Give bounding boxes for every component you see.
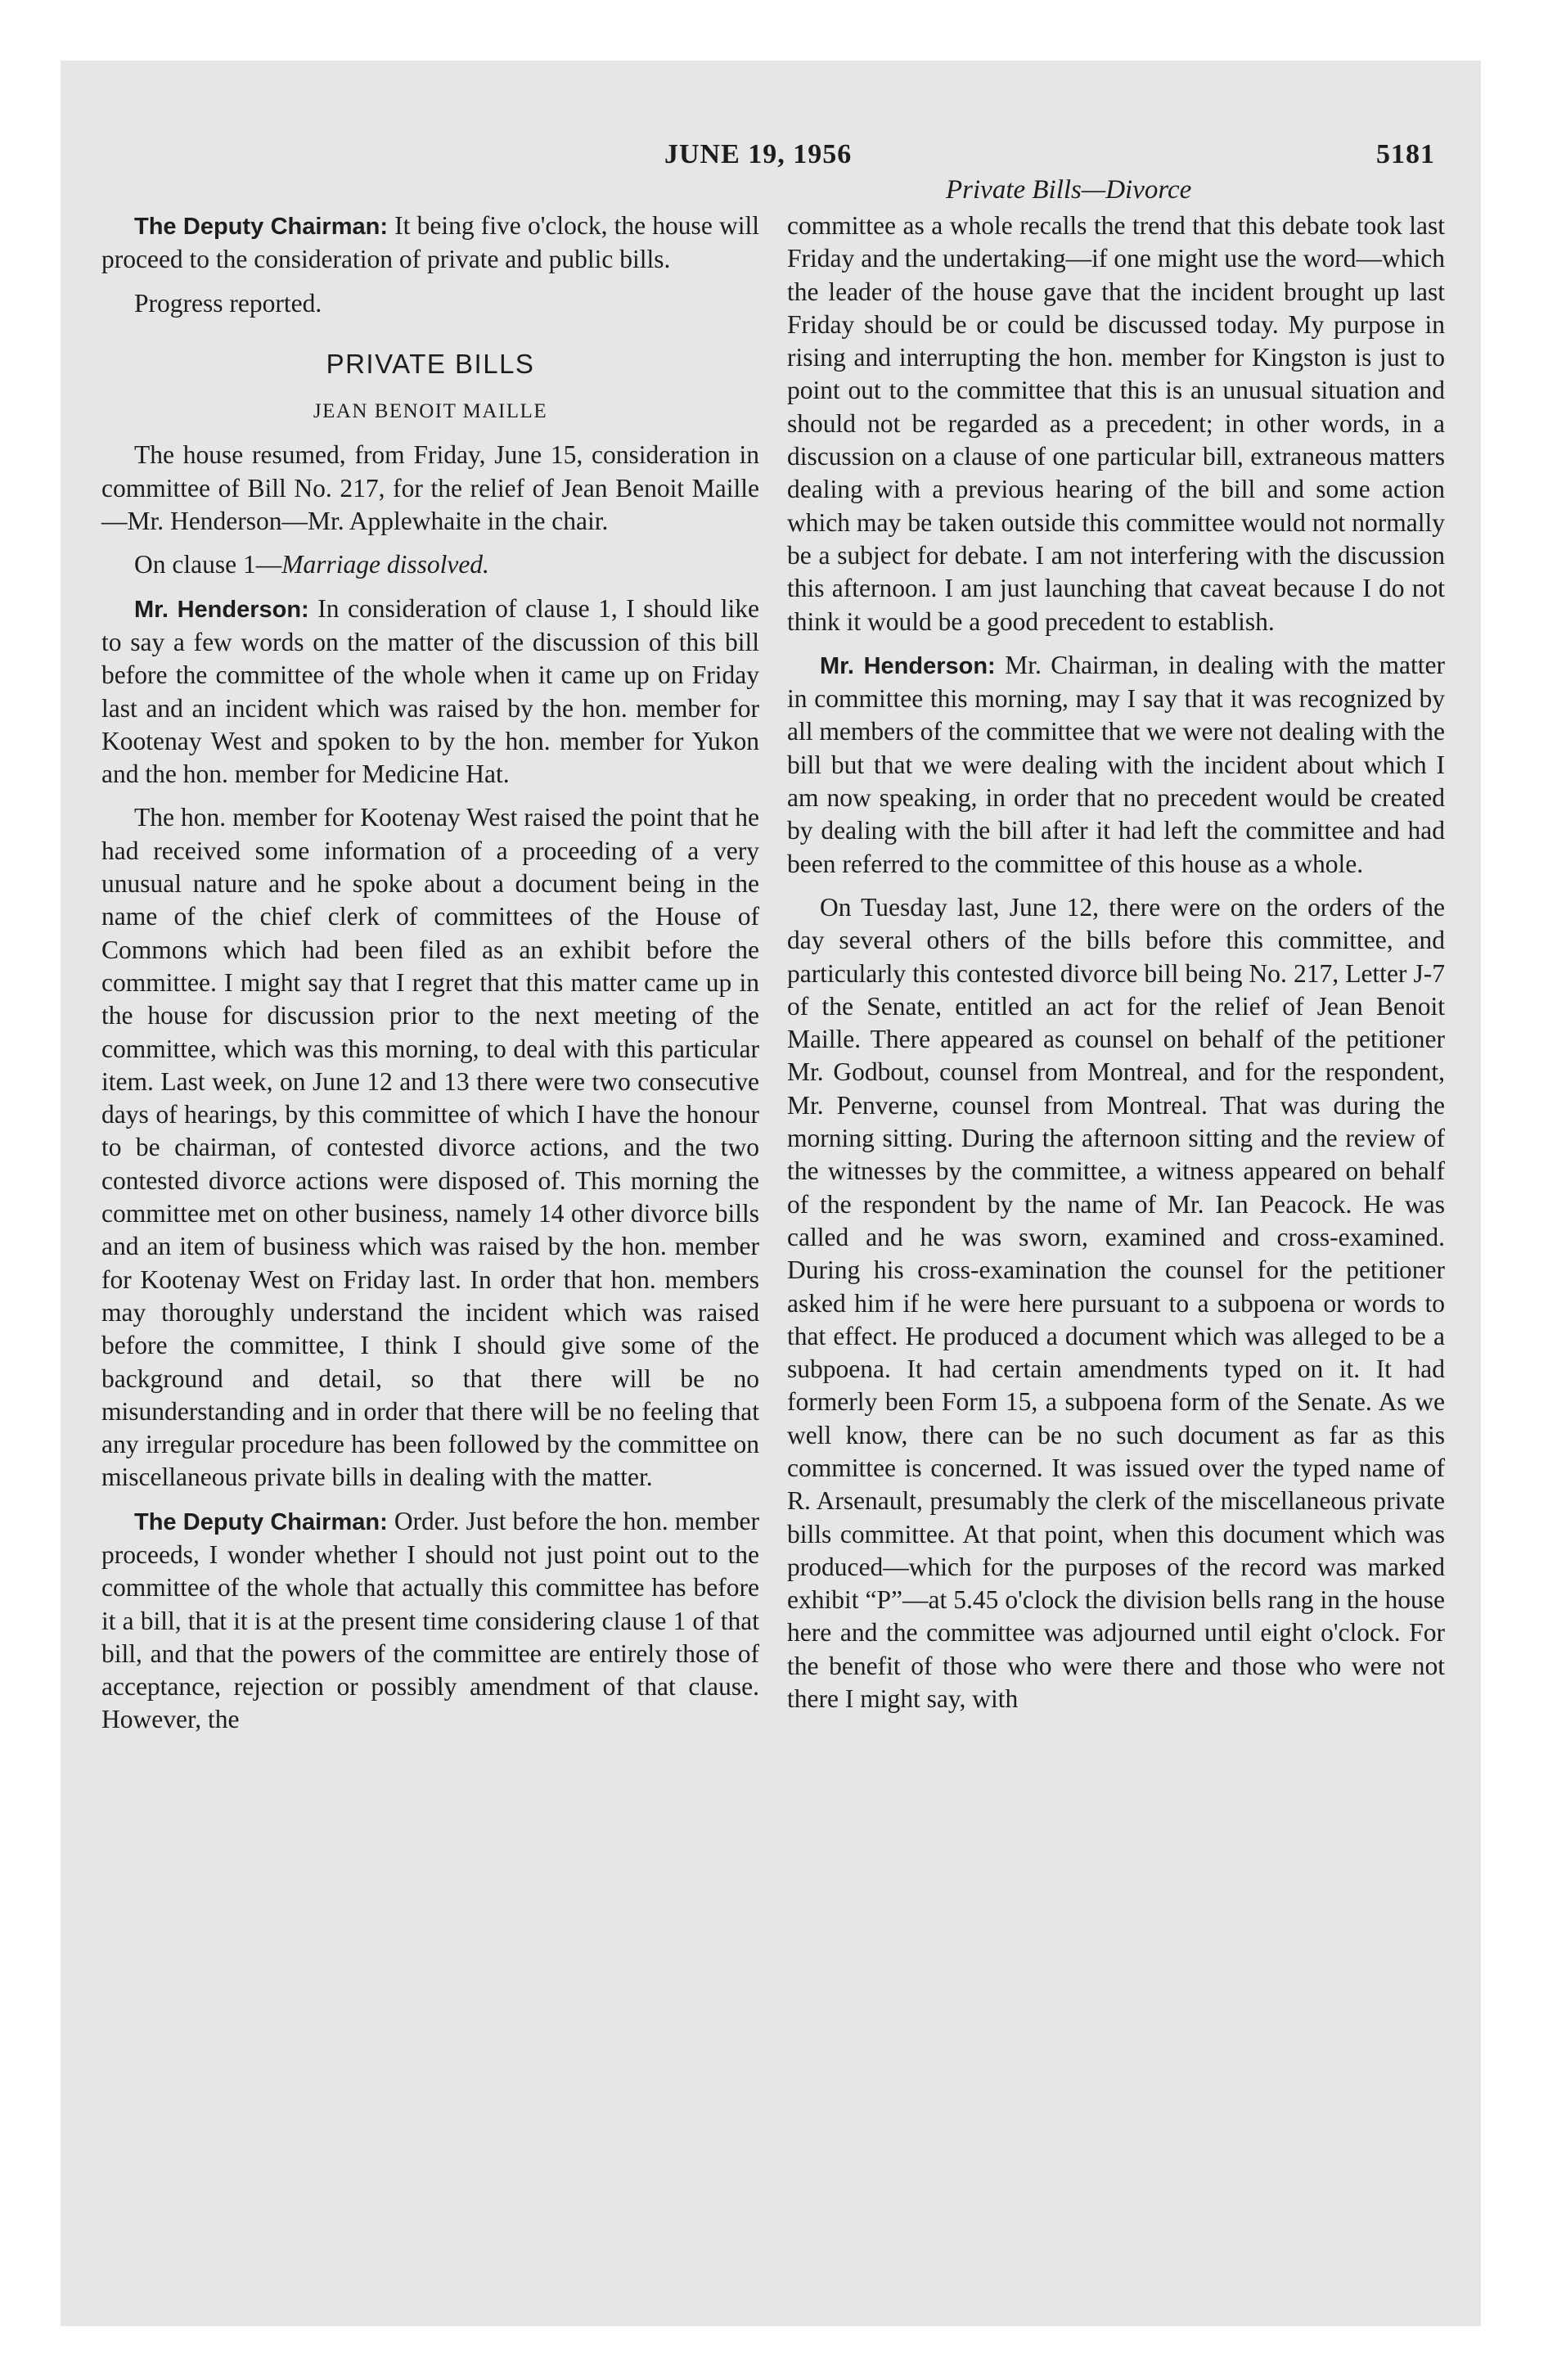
running-title: Private Bills—Divorce <box>946 175 1192 205</box>
paragraph: committee as a whole recalls the trend that this debate took last Friday and the undertaking—if one might use the word—which the leader of the house gave that the incident brought up last Friday should be or could be discussed today. My purpose in rising and interrupting the hon. member for Kingston is just to point out to the committee that this is an unusual situation and should not be regarded as a precedent; in other words, in a discussion on a clause of one particular bill, extraneous matters dealing with a previous hearing of the bill and some action which may be taken outside this committee would not normally be a subject for debate. I am not interfering with the discussion this afternoon. I am just launching that caveat because I do not think it would be a good precedent to establish. <box>787 211 1445 636</box>
paragraph-text: It being five o'clock, the house will proceed to the consideration of private and public bills. <box>101 211 759 274</box>
paragraph: The hon. member for Kootenay West raised the point that he had received some information of a proceeding of a very unusual nature and he spoke about a document being in the name of the chief clerk of committees of the House of Commons which had been filed as an exhibit before the committee. I might say that I regret that this matter came up in the house for discussion prior to the next meeting of the committee, which was this morning, to deal with this particular item. Last week, on June 12 and 13 there were two consecutive days of hearings, by this committee of which I have the honour to be chairman, of contested divorce actions, and the two contested divorce actions were disposed of. This morning the committee met on other business, namely 14 other divorce bills and an item of business which was raised by the hon. member for Kootenay West on Friday last. In order that hon. members may thoroughly understand the incident which was raised before the committee, I think I should give some of the background and detail, so that there will be no misunderstanding and in order that there will be no feeling that any irregular procedure has been followed by the committee on miscellaneous private bills in dealing with the matter. <box>101 803 759 1492</box>
paragraph-text: Mr. Chairman, in dealing with the matter in committee this morning, may I say that it was recognized by all members of the committee that we were not dealing with the bill but that we were dealing with the incident about which I am now speaking, in order that no precedent would be created by dealing with the bill after it had left the committee and had been referred to the committee of this house as a whole. <box>787 650 1445 878</box>
clause-title: Marriage dissolved. <box>281 550 489 579</box>
paragraph: Progress reported. <box>134 288 322 318</box>
paragraph <box>101 548 759 581</box>
speaker-name: The Deputy Chairman: <box>134 1508 388 1535</box>
paragraph <box>101 593 759 791</box>
paragraph <box>787 649 1445 881</box>
paragraph <box>101 1505 759 1737</box>
clause-prefix: On clause 1— <box>134 550 282 579</box>
speaker-name: Mr. Henderson: <box>134 596 309 623</box>
speaker-name: The Deputy Chairman: <box>134 214 388 240</box>
left-column <box>101 210 759 1737</box>
page-date: JUNE 19, 1956 <box>664 139 853 169</box>
speaker-name: Mr. Henderson: <box>820 652 996 679</box>
paragraph: The house resumed, from Friday, June 15, consideration in committee of Bill No. 217, for the relief of Jean Benoit Maille—Mr. Henderson—Mr. Applewhaite in the chair. <box>101 440 759 536</box>
right-column <box>787 210 1445 1715</box>
section-heading: PRIVATE BILLS <box>326 348 535 379</box>
paragraph: On Tuesday last, June 12, there were on the orders of the day several others of the bills before this committee, and particularly this contested divorce bill being No. 217, Letter J-7 of the Senate, entitled an act for the relief of Jean Benoit Maille. There appeared as counsel on behalf of the petitioner Mr. Godbout, counsel from Montreal, and for the respondent, Mr. Penverne, counsel from Montreal. That was during the morning sitting. During the afternoon sitting and the review of the witnesses by the committee, a witness appeared on behalf of the respondent by the name of Mr. Ian Peacock. He was called and he was sworn, examined and cross-examined. During his cross-examination the counsel for the petitioner asked him if he were here pursuant to a subpoena or words to that effect. He produced a document which was alleged to be a subpoena. It had certain amendments typed on it. It had formerly been Form 15, a subpoena form of the Senate. As we well know, there can be no such document as far as this committee is concerned. It was issued over the typed name of R. Arsenault, presumably the clerk of the miscellaneous private bills committee. At that point, when this document which was produced—which for the purposes of the record was marked exhibit “P”—at 5.45 o'clock the division bells rang in the house here and the committee was adjourned until eight o'clock. For the benefit of those who were there and those who were not there I might say, with <box>787 892 1445 1714</box>
paragraph-text: In consideration of clause 1, I should like to say a few words on the matter of the discussion of this bill before the committee of the whole when it came up on Friday last and an incident which was raised by the hon. member for Kootenay West and spoken to by the hon. member for Yukon and the hon. member for Medicine Hat. <box>101 593 759 789</box>
section-subheading: JEAN BENOIT MAILLE <box>313 400 548 423</box>
page-number: 5181 <box>1376 139 1435 169</box>
paragraph <box>101 210 759 277</box>
paragraph-text: Order. Just before the hon. member proceeds, I wonder whether I should not just point out to the committee of the whole that actually this committee has before it a bill, that it is at the present time considering clause 1 of that bill, and that the powers of the committee are entirely those of acceptance, rejection or possibly amendment of that clause. However, the <box>101 1506 759 1734</box>
